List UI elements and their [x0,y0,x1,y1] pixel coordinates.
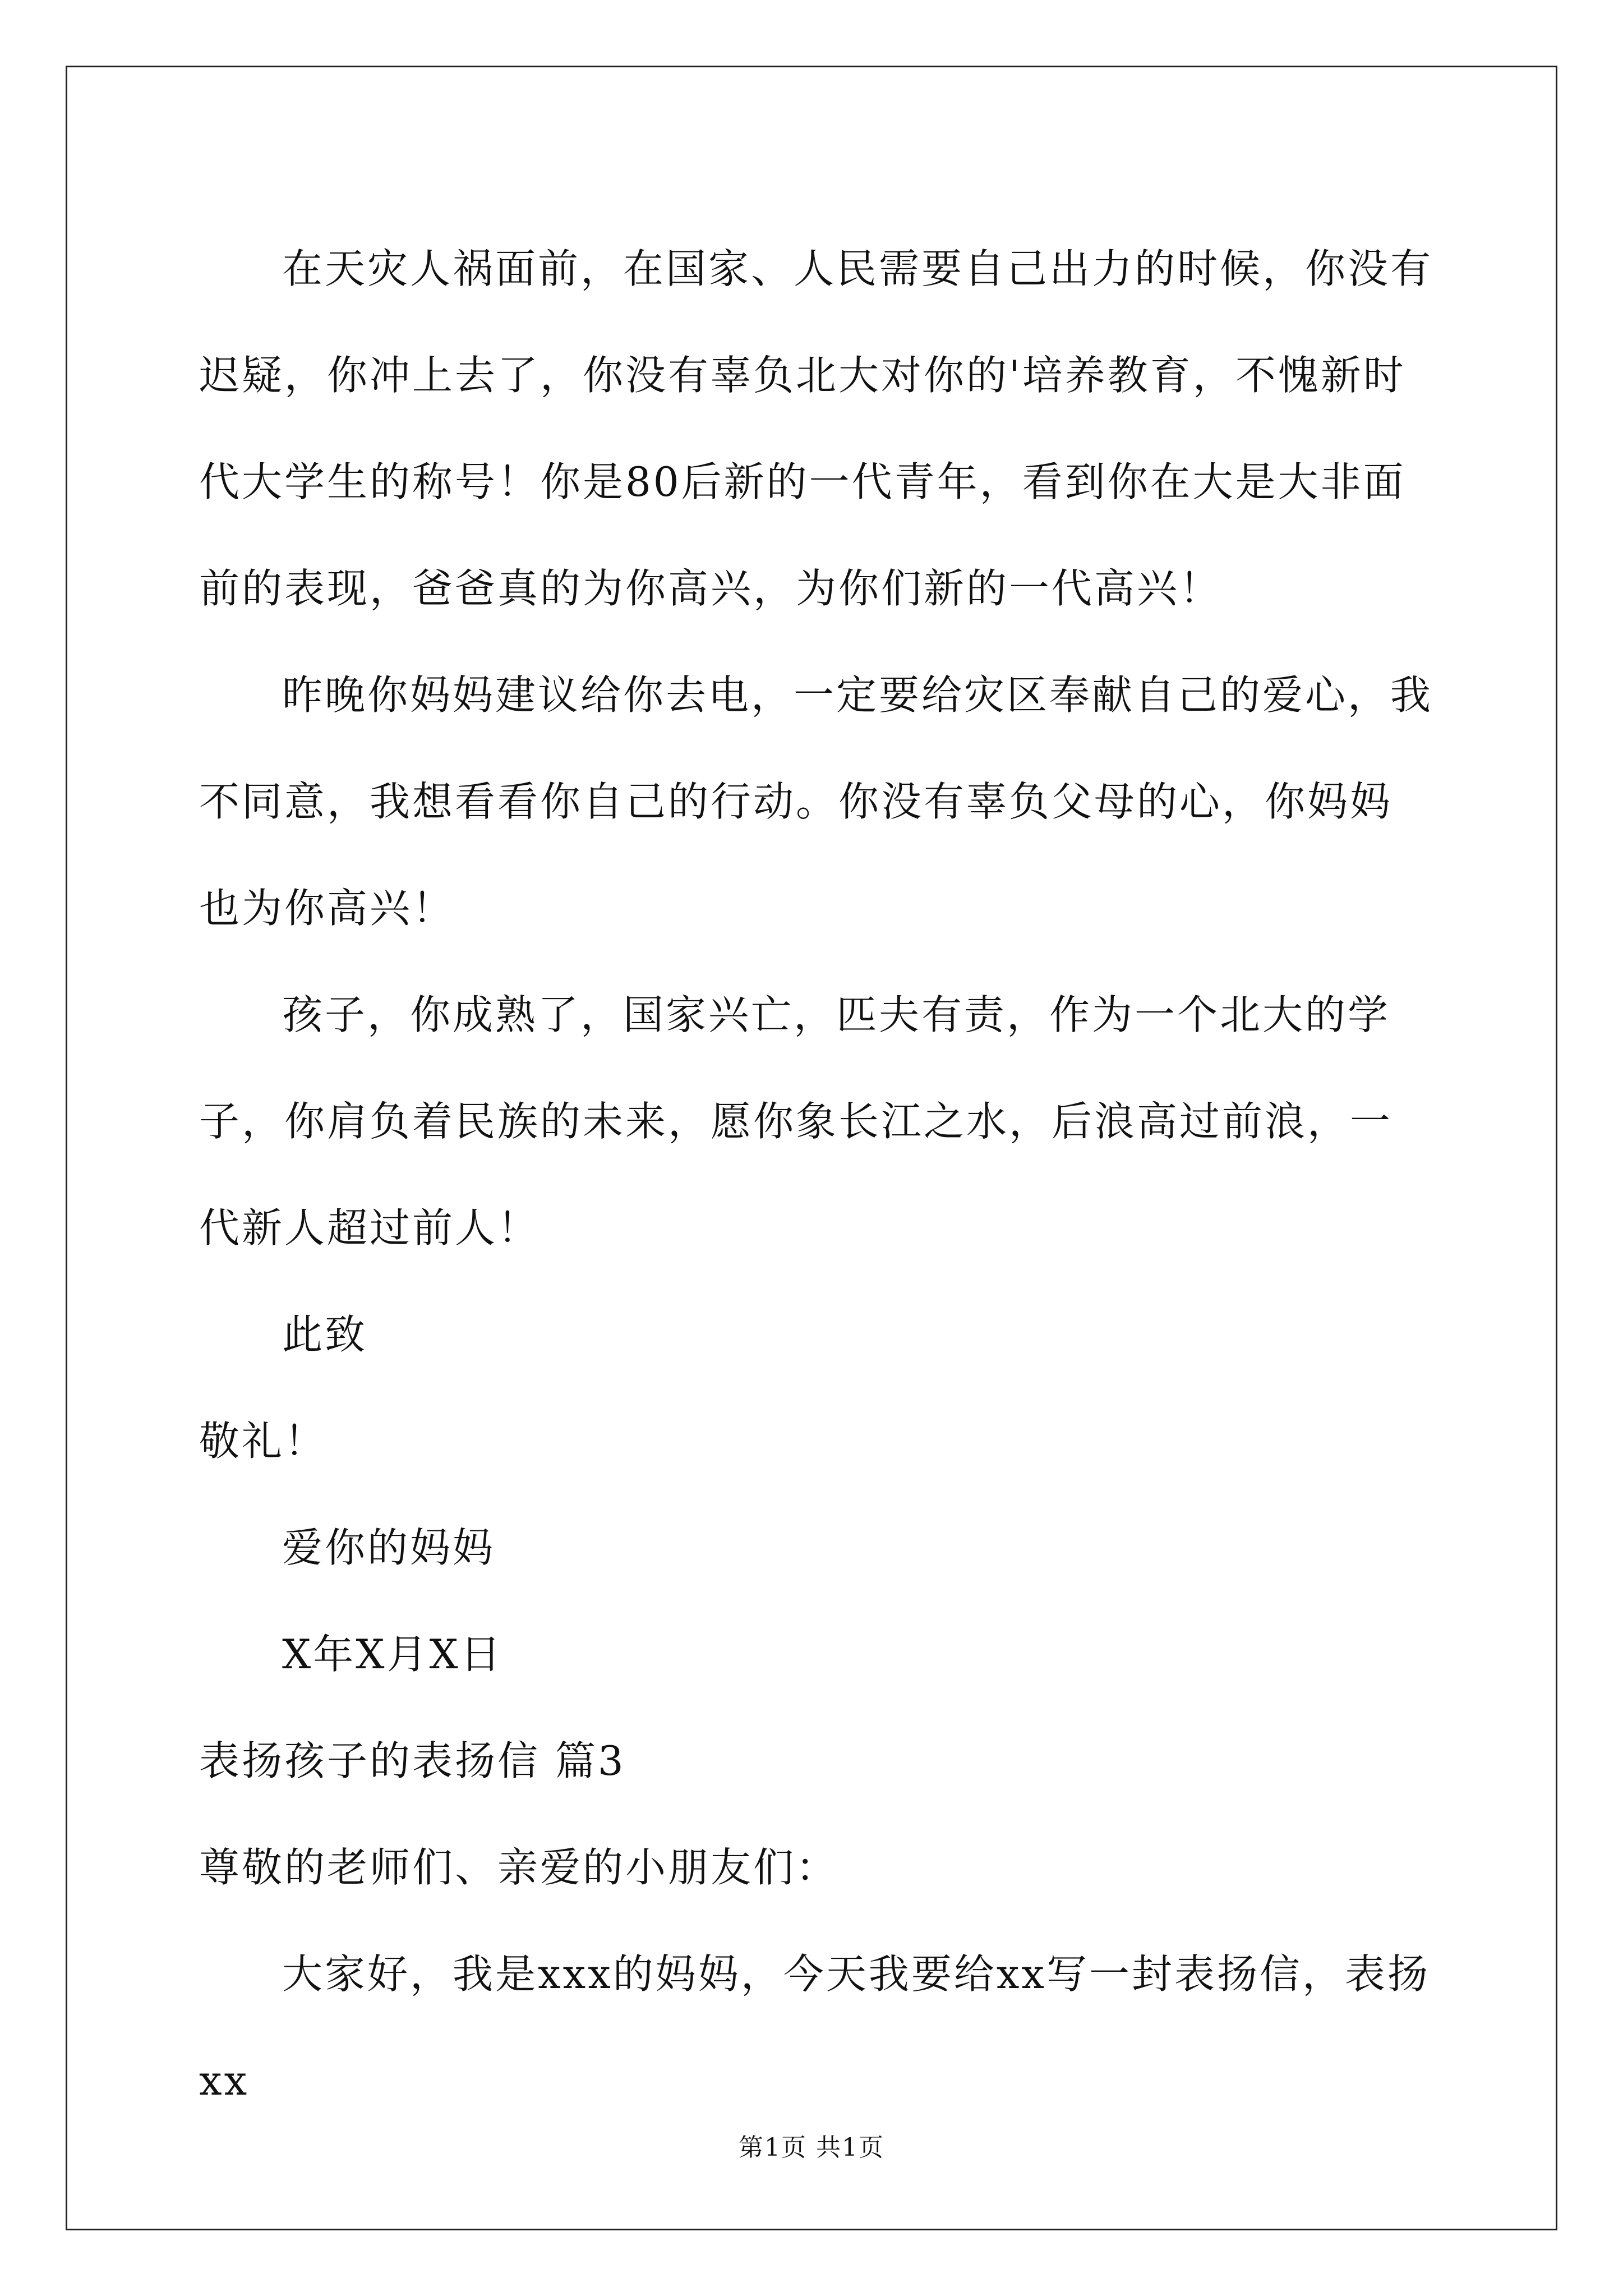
signature: 爱你的妈妈 [282,1524,496,1571]
closing-respect: 敬礼！ [199,1418,328,1465]
page-footer: 第1页 共1页 [739,2133,884,2162]
paragraph-4: 大家好，我是xxx的妈妈，今天我要给xx写一封表扬信，表扬xx [199,1950,1431,2104]
closing-salutation: 此致 [282,1311,368,1358]
paragraph-3: 孩子，你成熟了，国家兴亡，匹夫有责，作为一个北大的学子，你肩负着民族的未来，愿你象长江之水，后浪高过前浪，一代新人超过前人！ [199,991,1393,1251]
paragraph-2: 昨晚你妈妈建议给你去电，一定要给灾区奉献自己的爱心，我不同意，我想看看你自己的行动。你没有辜负父母的心，你妈妈也为你高兴！ [199,671,1433,932]
section-title: 表扬孩子的表扬信 篇3 [199,1737,626,1784]
paragraph-1: 在天灾人祸面前，在国家、人民需要自己出力的时候，你没有迟疑，你冲上去了，你没有辜负北大对你的'培养教育，不愧新时代大学生的称号！你是80后新的一代青年，看到你在大是大非面前的表现，爸爸真的为你高兴，为你们新的一代高兴！ [199,245,1433,612]
document-body [199,215,1433,2134]
date-line: X年X月X日 [282,1631,503,1678]
greeting: 尊敬的老师们、亲爱的小朋友们： [199,1844,839,1891]
